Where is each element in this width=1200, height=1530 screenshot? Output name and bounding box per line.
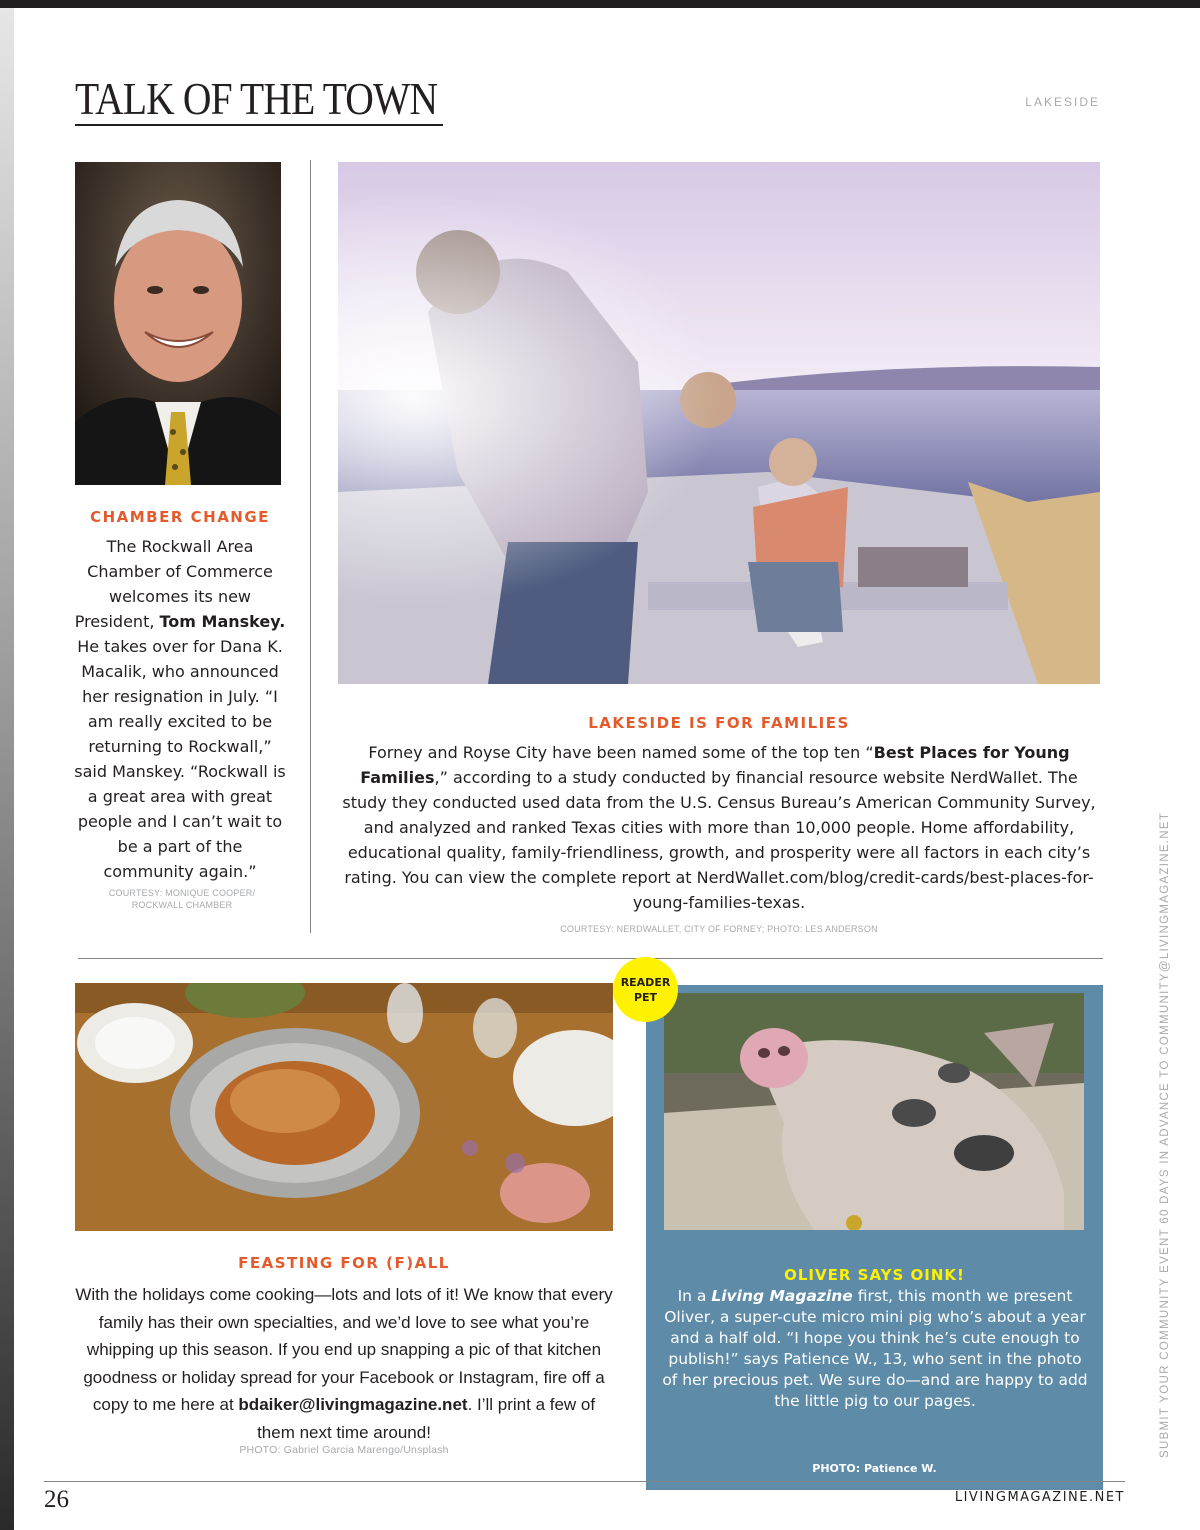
lake-boat-photo	[338, 162, 1100, 684]
pet-body	[660, 1286, 1090, 1412]
contact-email[interactable]: bdaiker@livingmagazine.net	[238, 1395, 468, 1414]
pet-headline: OLIVER SAYS OINK!	[784, 1266, 965, 1284]
left-edge-gradient	[0, 8, 14, 1530]
feasting-headline: FEASTING FOR (F)ALL	[238, 1254, 450, 1272]
footer-rule	[44, 1481, 1125, 1482]
top-border	[0, 0, 1200, 8]
feasting-body-intro: With the holidays come cooking—lots and lots of it! We know that every family has their own specialties, and we’d love to see what you’re whipping up this season. If you end up snapping a pic of that kitchen goodness or holiday spread for your Facebook or Instagram, fire off a copy to me here at	[75, 1285, 613, 1414]
pet-body-intro: In a	[677, 1287, 707, 1305]
feasting-body	[72, 1281, 616, 1446]
lakeside-body-intro: Forney and Royse City have been named some of the top ten “	[368, 743, 874, 762]
submission-note: SUBMIT YOUR COMMUNITY EVENT 60 DAYS IN ADVANCE TO COMMUNITY@LIVINGMAGAZINE.NET	[1159, 811, 1171, 1458]
reader-pet-badge	[613, 957, 678, 1022]
lakeside-body-rest: ,” according to a study conducted by financial resource website NerdWallet. The study they conducted used data from the U.S. Census Bureau’s American Community Survey, and analyzed and ranked Texas cities with more than 10,000 people. Home affordability, educational quality, family-friendliness, growth, and prosperity were all factors in each city’s rating. You can view the complete report at NerdWallet.com/blog/credit-cards/best-places-for-young-families-texas.	[342, 768, 1096, 912]
lakeside-photo-credit: COURTESY: NERDWALLET, CITY OF FORNEY; PHOTO: LES ANDERSON	[560, 924, 878, 934]
portrait-photo	[75, 162, 281, 485]
feasting-photo-credit: PHOTO: Gabriel Garcia Marengo/Unsplash	[239, 1444, 449, 1456]
section-tag: LAKESIDE	[1025, 95, 1100, 109]
badge-line-1: READER	[620, 975, 671, 989]
chamber-president-name: Tom Manskey.	[159, 612, 286, 631]
feasting-body-rest: . I’ll print a few of them next time around!	[257, 1395, 596, 1442]
magazine-name: Living Magazine	[711, 1287, 853, 1305]
roast-turkey-photo	[75, 983, 613, 1231]
lakeside-body-bold: Best Places for Young Families	[360, 743, 1070, 787]
pet-photo-credit: PHOTO: Patience W.	[812, 1462, 937, 1475]
lakeside-headline: LAKESIDE IS FOR FAMILIES	[588, 714, 850, 732]
badge-line-2: PET	[633, 990, 658, 1004]
masthead	[75, 70, 443, 126]
section-divider	[78, 958, 1103, 959]
chamber-body-intro: The Rockwall Area Chamber of Commerce welcomes its new President,	[74, 537, 273, 631]
chamber-headline: CHAMBER CHANGE	[90, 508, 270, 526]
chamber-body	[73, 534, 287, 884]
pet-body-rest: first, this month we present Oliver, a super-cute micro mini pig who’s about a year and a half old. “I hope you think he’s cute enough to publish!” says Patience W., 13, who sent in the photo of her precious pet. We sure do—and are happy to add the little pig to our pages.	[662, 1287, 1088, 1410]
chamber-photo-credit: COURTESY: MONIQUE COOPER/ ROCKWALL CHAMBER	[108, 888, 256, 910]
lakeside-body	[338, 740, 1100, 915]
page-number: 26	[44, 1486, 69, 1513]
column-divider	[310, 160, 311, 933]
page-title: TALK OF THE TOWN	[75, 73, 438, 124]
footer-website[interactable]: LIVINGMAGAZINE.NET	[954, 1490, 1125, 1505]
chamber-body-rest: He takes over for Dana K. Macalik, who announced her resignation in July. “I am really excited to be returning to Rockwall,” said Manskey. “Rockwall is a great area with great people and I can’t wait to be a part of the community again.”	[74, 637, 286, 881]
pig-photo	[664, 993, 1084, 1230]
